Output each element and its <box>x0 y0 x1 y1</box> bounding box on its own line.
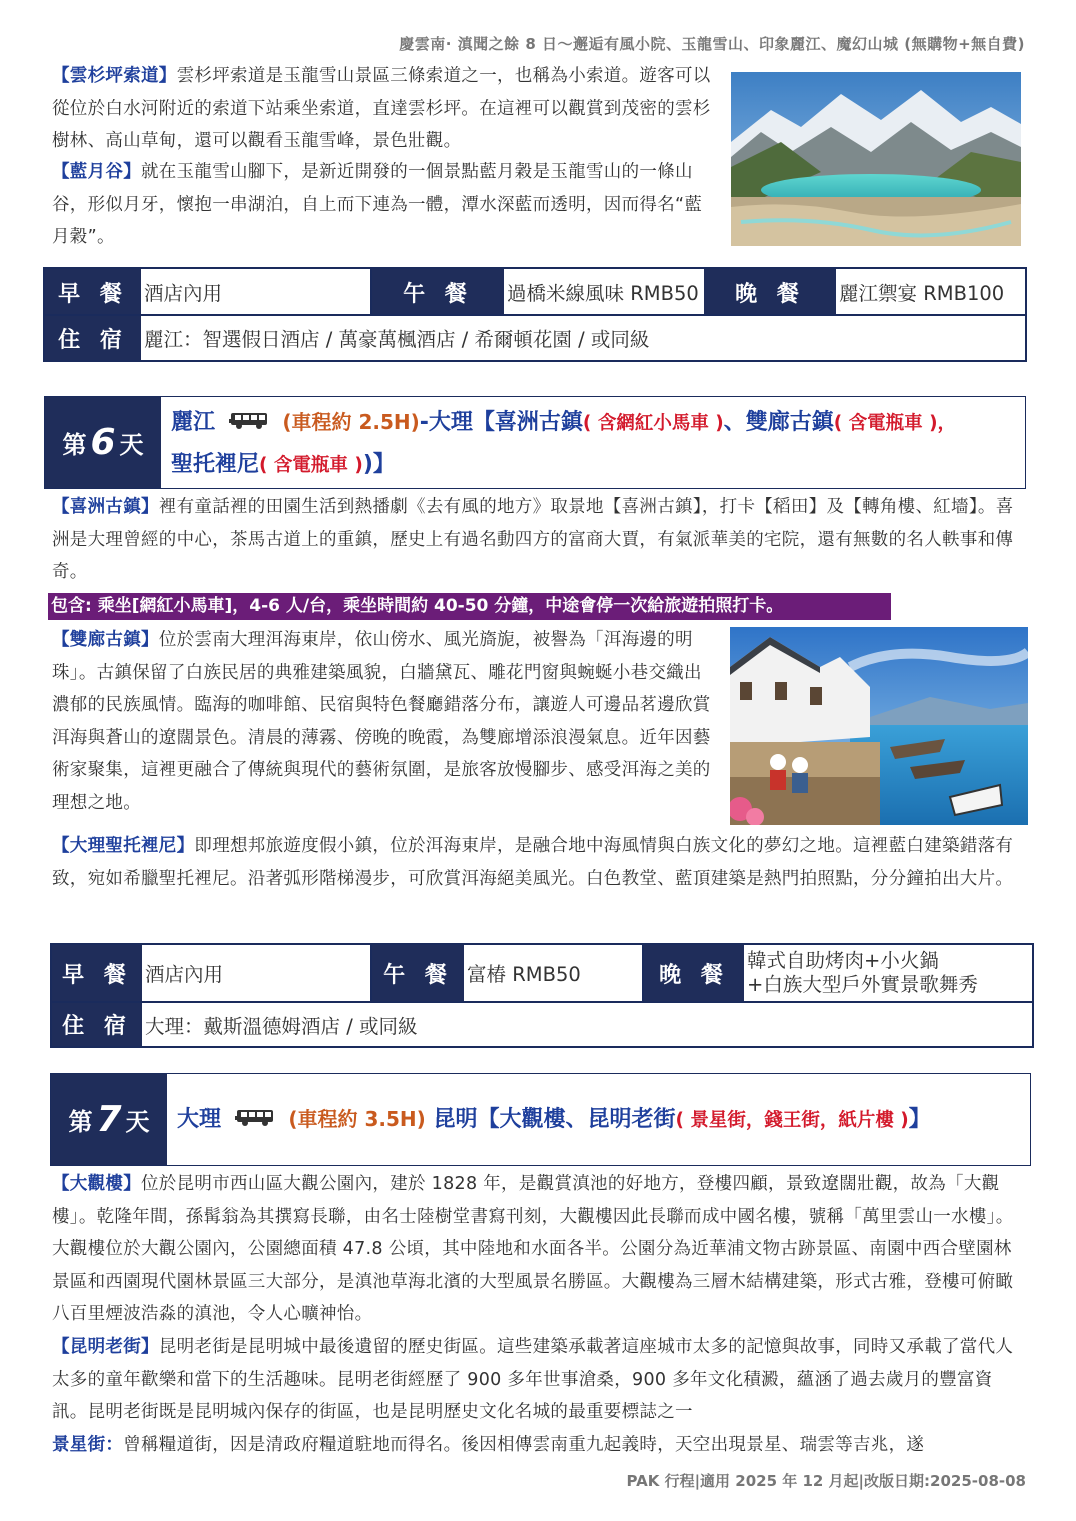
day7-header <box>50 1073 1031 1166</box>
lunch-value: 富椿 RMB50 <box>467 963 581 986</box>
day-badge: 第 7 天 <box>51 1074 167 1165</box>
attraction-blue-moon-valley <box>52 156 717 254</box>
attraction-title: 【雲杉坪索道】 <box>52 66 177 86</box>
dinner-label: 晚 餐 <box>644 945 744 1001</box>
include-note-bar: 包含: 乘坐[網紅小馬車]，4-6 人/台，乘坐時間約 40-50 分鐘，中途會停一次給旅遊拍照打卡。 <box>48 593 891 620</box>
attraction-title: 景星街： <box>52 1435 124 1455</box>
attraction-body: 曾稱糧道街，因是清政府糧道駐地而得名。後因相傳雲南重九起義時，天空出現景星、瑞雲等吉兆，遂 <box>123 1435 925 1455</box>
shuanglang-photo <box>730 627 1028 825</box>
attraction-body: 就在玉龍雪山腳下，是新近開發的一個景點藍月穀是玉龍雪山的一條山谷，形似月牙，懷抱一串湖泊，自上而下連為一體，潭水深藍而透明，因而得名“藍月穀”。 <box>52 162 703 247</box>
attraction-santorini <box>52 830 1027 895</box>
day-route: 大理 (車程約 3.5H) 昆明【大觀樓、昆明老街( 景星街，錢王街，紙片樓 )】 <box>177 1099 931 1141</box>
day6-header <box>44 396 1026 489</box>
attraction-title: 【大理聖托裡尼】 <box>52 836 195 856</box>
hotel-value: 大理：戴斯溫德姆酒店 / 或同級 <box>145 1014 418 1038</box>
blue-moon-valley-photo <box>731 72 1021 246</box>
day-route-line2: 聖托裡尼( 含電瓶車 ))】 <box>171 452 395 477</box>
attraction-body: 雲杉坪索道是玉龍雪山景區三條索道之一，也稱為小索道。遊客可以從位於白水河附近的索道下站乘坐索道，直達雲杉坪。在這裡可以觀賞到茂密的雲杉樹林、高山草甸，還可以觀看玉龍雪峰，景色壯觀。 <box>52 66 711 151</box>
attraction-title: 【喜洲古鎮】 <box>52 497 159 517</box>
dinner-value: 麗江禦宴 RMB100 <box>839 282 1005 305</box>
page-footer: PAK 行程|適用 2025 年 12 月起|改版日期:2025-08-08 <box>626 1472 1026 1490</box>
meal-table-day5 <box>43 267 1027 362</box>
attraction-title: 【昆明老街】 <box>52 1337 159 1357</box>
hotel-value: 麗江：智選假日酒店 / 萬豪萬楓酒店 / 希爾頓花園 / 或同級 <box>144 328 650 351</box>
attraction-body: 位於雲南大理洱海東岸，依山傍水、風光旖旎，被譽為「洱海邊的明珠」。古鎮保留了白族民居的典雅建築風貌，白牆黛瓦、雕花門窗與蜿蜒小巷交織出濃郁的民族風情。臨海的咖啡館、民宿與特色餐廳錯落分布，讓遊人可邊品茗邊欣賞洱海與蒼山的遼闊景色。清晨的薄霧、傍晚的晚霞，為雙廊增添浪漫氣息。近年因藝術家聚集，這裡更融合了傳統與現代的藝術氛圍，是旅客放慢腳步、感受洱海之美的理想之地。 <box>52 630 711 813</box>
page-header: 慶雲南· 滇聞之餘 8 日～邂逅有風小院、玉龍雪山、印象麗江、魔幻山城 (無購物+無自費) <box>399 35 1025 53</box>
attraction-body: 位於昆明市西山區大觀公園內，建於 1828 年，是觀賞滇池的好地方，登樓四顧，景致遼闊壯觀，故為「大觀樓」。乾隆年間，孫髯翁為其撰寫長聯，由名士陸樹堂書寫刊刻，大觀樓因此長聯而成中國名樓，號稱「萬里雲山一水樓」。大觀樓位於大觀公園內，公園總面積 47.8 公頃，其中陸地和水面各半。公園分為近華浦文物古跡景區、南園中西合壁園林景區和西園現代園林景區三大部分，是滇池草海北濱的大型風景名勝區。大觀樓為三層木結構建築，形式古雅，登樓可俯瞰八百里煙波浩淼的滇池，令人心曠神怡。 <box>52 1174 1014 1324</box>
breakfast-value: 酒店內用 <box>145 963 224 986</box>
breakfast-label: 早 餐 <box>45 269 141 315</box>
attraction-title: 【大觀樓】 <box>52 1174 141 1194</box>
dinner-value: 韓式自助烤肉+小火鍋 +白族大型戶外實景歌舞秀 <box>747 949 978 996</box>
attraction-yunshanping <box>52 60 717 158</box>
attraction-body: 裡有童話裡的田園生活到熱播劇《去有風的地方》取景地【喜洲古鎮】，打卡【稻田】及【轉角樓、紅墻】。喜洲是大理曾經的中心，茶馬古道上的重鎮，歷史上有過名動四方的富商大賈，有氣派華美的宅院，還有無數的名人軼事和傳奇。 <box>52 497 1014 582</box>
dinner-label: 晚 餐 <box>704 269 836 315</box>
attraction-daguanlou <box>52 1168 1027 1331</box>
attraction-title: 【藍月谷】 <box>52 162 141 182</box>
lunch-label: 午 餐 <box>372 269 504 315</box>
breakfast-value: 酒店內用 <box>144 282 223 305</box>
attraction-title: 【雙廊古鎮】 <box>52 630 159 650</box>
bus-icon <box>235 1100 275 1141</box>
breakfast-label: 早 餐 <box>52 945 142 1001</box>
day-badge: 第 6 天 <box>45 397 161 488</box>
meal-table-day6 <box>50 943 1034 1048</box>
attraction-shuanglang <box>52 624 717 819</box>
attraction-xizhou <box>52 491 1027 589</box>
hotel-label: 住 宿 <box>52 1003 142 1046</box>
attraction-body: 昆明老街是昆明城中最後遺留的歷史街區。這些建築承載著這座城市太多的記憶與故事，同時又承載了當代人太多的童年歡樂和當下的生活趣味。昆明老街經歷了 900 多年世事滄桑，900 多年文化積澱，蘊涵了過去歲月的豐富資訊。昆明老街既是昆明城內保存的街區，也是昆明歷史文化名城的最重要標誌之一 <box>52 1337 1014 1422</box>
lunch-value: 過橋米線風味 RMB50 <box>507 282 699 305</box>
attraction-kunming-old-street <box>52 1331 1027 1429</box>
attraction-jingxing-street <box>52 1429 1027 1462</box>
hotel-label: 住 宿 <box>45 316 141 360</box>
attraction-body: 即理想邦旅遊度假小鎮，位於洱海東岸，是融合地中海風情與白族文化的夢幻之地。這裡藍白建築錯落有致，宛如希臘聖托裡尼。沿著弧形階梯漫步，可欣賞洱海絕美風光。白色教堂、藍頂建築是熱門拍照點，分分鐘拍出大片。 <box>52 836 1014 889</box>
lunch-label: 午 餐 <box>372 945 464 1001</box>
bus-icon <box>229 403 269 444</box>
day-route-line1: 麗江 (車程約 2.5H)-大理【喜洲古鎮( 含網紅小馬車 )、雙廊古鎮( 含電瓶車 )， <box>171 402 956 444</box>
